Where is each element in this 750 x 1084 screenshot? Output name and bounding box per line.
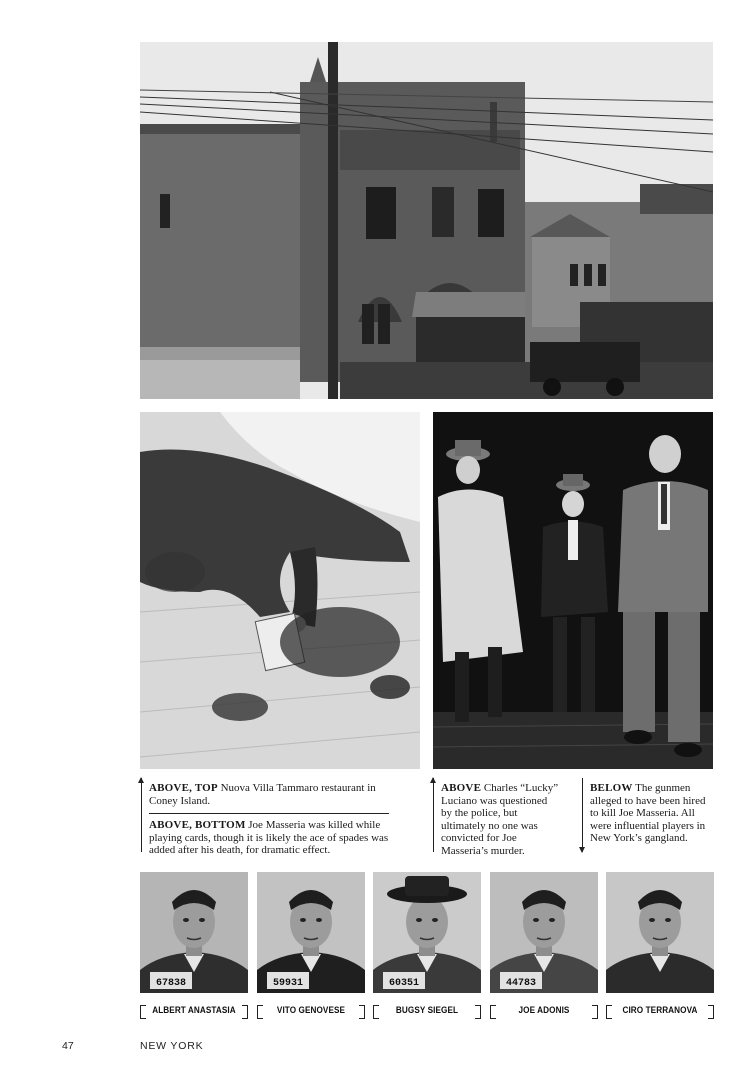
luciano-escort-photo [433,412,713,769]
caption-luciano-head: ABOVE [441,782,482,794]
caption-luciano [441,782,559,857]
mugshot-name-label [490,1004,598,1019]
mugshot-name: VITO GENOVESE [276,1005,346,1016]
left-bracket-icon [490,1005,496,1019]
caption-bottom-head: ABOVE, BOTTOM [149,819,246,831]
caption-bottom-text: Joe Masseria was killed while playing cards, though it is likely the ace of spades was added after his death, for dramatic effect. [149,819,389,856]
caption-luciano-text: Charles “Lucky” Luciano was questioned by the police, but ultimately no one was convicted for Joe Masseria’s murder. [441,782,559,857]
left-bracket-icon [257,1005,263,1019]
up-arrow-icon [433,778,434,852]
page-number: 47 [62,1040,74,1052]
section-title: NEW YORK [140,1040,204,1052]
up-arrow-icon [141,778,142,852]
right-bracket-icon [592,1005,598,1019]
mugshot-name-label [373,1004,481,1019]
masseria-crime-scene-photo [140,412,420,769]
caption-gunmen [590,782,710,845]
left-bracket-icon [606,1005,612,1019]
mugshot-name: JOE ADONIS [518,1005,570,1016]
restaurant-photo [140,42,713,399]
left-bracket-icon [373,1005,379,1019]
caption-top-head: ABOVE, TOP [149,782,218,794]
mugshot-name-label [606,1004,714,1019]
caption-top [149,782,394,807]
mugshot-placard-number: 60351 [388,978,420,989]
caption-divider [149,813,389,814]
right-bracket-icon [708,1005,714,1019]
mugshot-placard-number: 44783 [505,978,537,989]
mugshot-name: ALBERT ANASTASIA [152,1005,236,1016]
right-bracket-icon [359,1005,365,1019]
mugshot-photo [257,872,365,993]
caption-gunmen-text: The gunmen alleged to have been hired to kill Joe Masseria. All were influential players in New York’s gangland. [590,782,706,844]
mugshot-name: CIRO TERRANOVA [622,1005,698,1016]
mugshot-placard-number: 67838 [155,978,187,989]
mugshot-photo [490,872,598,993]
mugshot-name: BUGSY SIEGEL [395,1005,459,1016]
caption-top-text: Nuova Villa Tammaro restaurant in Coney Island. [149,782,376,807]
mugshot-name-label [140,1004,248,1019]
caption-bottom [149,819,394,857]
mugshot-placard-number: 59931 [272,978,304,989]
down-arrow-icon [582,778,583,852]
right-bracket-icon [475,1005,481,1019]
mugshot-photo [606,872,714,993]
left-bracket-icon [140,1005,146,1019]
mugshot-photo [140,872,248,993]
mugshot-name-label [257,1004,365,1019]
mugshot-photo [373,872,481,993]
caption-gunmen-head: BELOW [590,782,633,794]
right-bracket-icon [242,1005,248,1019]
